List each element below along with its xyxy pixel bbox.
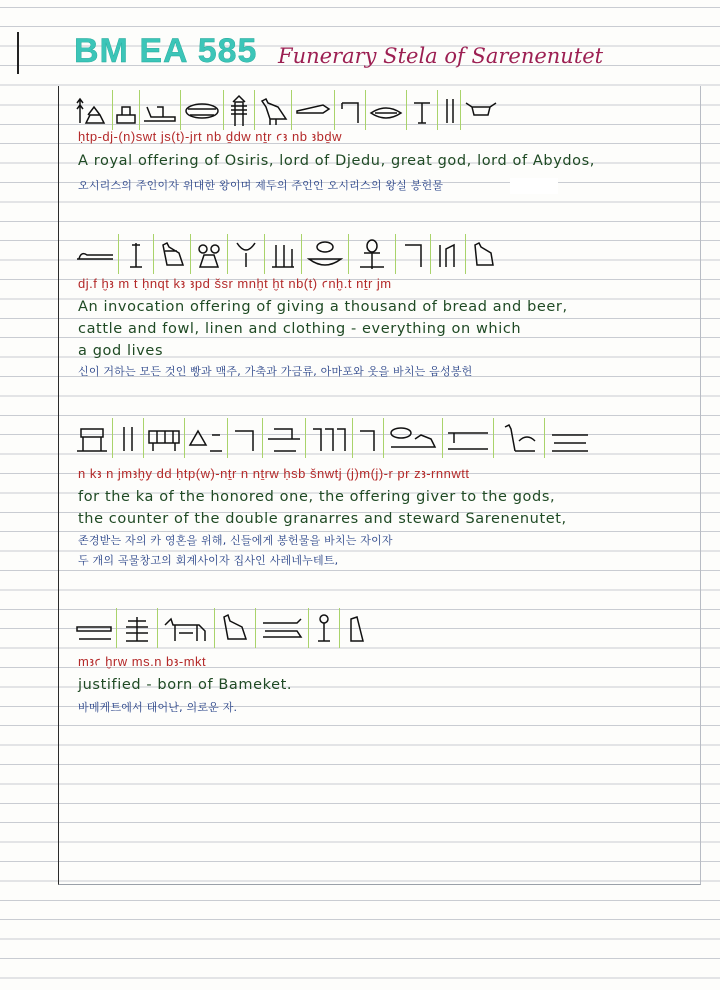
reed-offering-table-icon [72,90,113,130]
vulture-icon [255,90,292,130]
bird-icon [384,418,443,458]
english-translation: An invocation offering of giving a thousand of bread and beer, [78,299,568,315]
animal-icon [158,608,215,648]
seated-man-icon [215,608,256,648]
granary-icon [353,418,384,458]
transliteration: dj.f ḫꜣ m t ḥnqt kꜣ ꜣpd šsr mnḫt ḫt nb(t) ꜥnḫ.t nṯr jm [78,276,392,291]
korean-translation: 두 개의 곡물창고의 회계사이자 집사인 사레네누테트, [78,554,339,567]
lotus-icon [191,234,228,274]
hieroglyph-row [72,90,501,130]
granary-icon [144,418,185,458]
english-translation: for the ka of the honored one, the offering giver to the gods, [78,489,556,505]
transliteration: n kꜣ n jmꜣḫy dd ḥtp(w)-nṯr n nṯrw ḥsb šnwtj (j)m(j)-r pr zꜣ-rnnwtt [78,466,470,481]
margin-pen-mark [17,32,19,74]
transliteration: ḥtp-dj-(n)swt js(t)-jrt nb ḏdw nṯr ꜥꜣ nb ꜣbḏw [78,129,343,144]
bolt-icon [292,90,335,130]
vulture-icon [466,234,500,274]
loaf-icon [545,418,595,458]
snake-icon [72,234,119,274]
english-translation: cattle and fowl, linen and clothing - everything on which [78,321,522,337]
english-translation: the counter of the double granarres and steward Sarenenutet, [78,511,567,527]
cloth-icon [396,234,431,274]
flag-icon [263,418,306,458]
arm-icon [140,90,181,130]
arm-icon [119,234,154,274]
stela-name: Funerary Stela of Sarenenutet [278,44,604,68]
heart-pot-icon [228,234,265,274]
english-translation: a god lives [78,343,164,359]
seated-god-icon [438,90,461,130]
standing-woman-icon [309,608,340,648]
flag-icon [113,418,144,458]
loaf-icon [335,90,366,130]
sedge-plant-icon [181,90,224,130]
bread-loaf-icon [113,90,140,130]
bread-bowl-icon [302,234,349,274]
korean-translation: 신이 거하는 모든 것인 빵과 맥주, 가축과 가금류, 아마포와 옷을 바치는 음성봉헌 [78,365,473,378]
owl-icon [494,418,545,458]
ankh-icon [349,234,396,274]
vulture-icon [154,234,191,274]
tongue-icon [72,608,117,648]
jar-stand-icon [265,234,302,274]
djed-pillar-icon [224,90,255,130]
korean-translation: 오시리스의 주인이자 위대한 왕이며 제두의 주인인 오시리스의 왕실 봉헌물 [78,179,444,192]
ankh-pillar-icon [407,90,438,130]
hoe-icon [185,418,228,458]
english-translation: A royal offering of Osiris, lord of Djedu, great god, lord of Abydos, [78,153,596,169]
whiteout-patch [510,178,558,194]
water-icon [443,418,494,458]
english-translation: justified - born of Bameket. [78,677,293,693]
stela-id: BM EA 585 [74,32,258,70]
palm-icon [117,608,158,648]
flag-icon [228,418,263,458]
mace-icon [256,608,309,648]
korean-translation: 존경받는 자의 카 영혼을 위해, 신들에게 봉헌물을 바치는 자이자 [78,534,393,547]
korean-translation: 바메케트에서 태어난, 의로운 자. [78,701,238,714]
seated-god-icon [431,234,466,274]
bread-bowl-icon [366,90,407,130]
hieroglyph-row [72,608,370,648]
hieroglyph-row [72,418,595,458]
seated-god-icon [340,608,370,648]
basket-icon [306,418,353,458]
ka-arms-icon [72,418,113,458]
page-frame [58,86,701,885]
hieroglyph-row [72,234,500,274]
transliteration: mꜣꜥ ḫrw ms.n bꜣ-mkt [78,654,207,669]
basket-icon [461,90,501,130]
